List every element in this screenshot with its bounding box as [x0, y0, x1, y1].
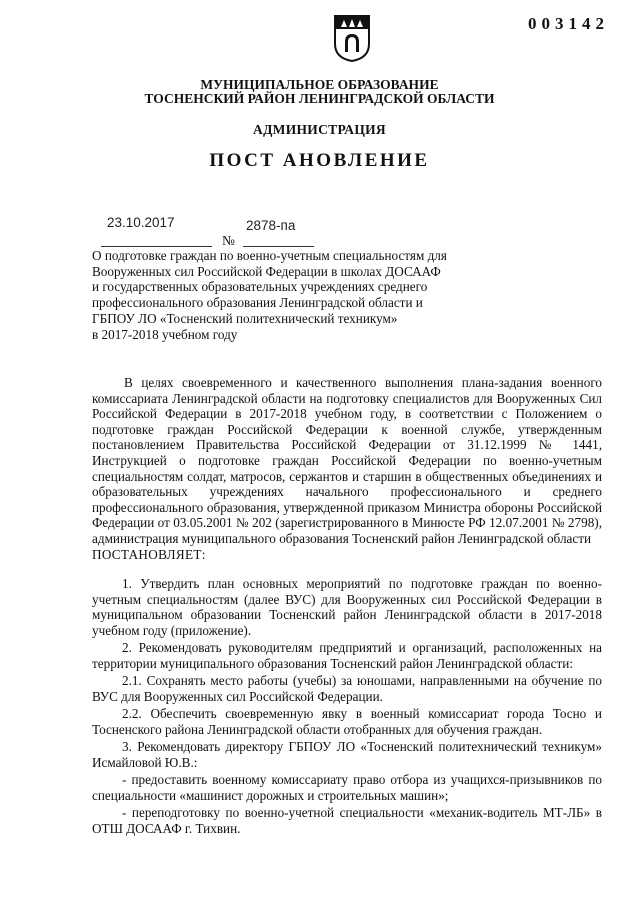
decree-subject [92, 248, 472, 342]
decree-item: - переподготовку по военно-учетной специальности «механик-водитель МТ-ЛБ» в ОТШ ДОСААФ г. Тихвин. [92, 805, 602, 836]
decree-title: ПОСТ АНОВЛЕНИЕ [209, 150, 430, 171]
decree-items [92, 576, 602, 838]
subject-line: ГБПОУ ЛО «Тосненский политехнический техникум» [92, 310, 398, 326]
org-name-line-2: ТОСНЕНСКИЙ РАЙОН ЛЕНИНГРАДСКОЙ ОБЛАСТИ [144, 91, 495, 106]
document-serial-number: 003142 [528, 14, 609, 33]
subject-line: О подготовке граждан по военно-учетным специальностям для [92, 248, 447, 263]
subject-line: профессионального образования Ленинградской области и [92, 295, 423, 311]
administration-title: АДМИНИСТРАЦИЯ [253, 122, 386, 137]
decree-item: 1. Утвердить план основных мероприятий по подготовке граждан по военно-учетным специальностям (далее ВУС) для Вооруженных сил Российской Федерации в муниципальном образовании Тосненский район Ленинградской области в 2017-2018 учебном году (приложение). [92, 576, 602, 638]
decree-item: 3. Рекомендовать директору ГБПОУ ЛО «Тосненский политехнический техникум» Исмайловой Ю.В.: [92, 739, 602, 770]
decree-item: 2.2. Обеспечить своевременную явку в военный комиссариат города Тосно и Тосненского района Ленинградской области отобранных для обучения граждан. [92, 706, 602, 737]
decree-item: 2. Рекомендовать руководителям предприятий и организаций, расположенных на территории муниципального образования Тосненский район Ленинградской области: [92, 640, 602, 671]
resolves-heading: ПОСТАНОВЛЯЕТ: [92, 547, 206, 562]
number-sign: № [222, 233, 235, 248]
preamble-paragraph: В целях своевременного и качественного выполнения плана-задания военного комиссариата Ленинградской области на подготовку специалистов для Вооруженных Сил Российской Федерации в 2017-2018 учебном году, в соответствии с Положением о подготовке граждан Российской Федерации к военной службе, утвержденным постановлением Правительства Российской Федерации от 31.12.1999 № 1441, Инструкцией о подготовке граждан Российской Федерации по военно-учетным специальностям солдат, матросов, сержантов и старшин в общественных объединениях и образовательных учреждениях начального профессионального и среднего профессионального образования, утвержденной приказом Министра обороны Российской Федерации от 03.05.2001 № 202 (зарегистрированного в Минюсте РФ 12.07.2001 № 2798), администрация муниципального образования Тосненский район Ленинградской области [92, 375, 602, 546]
decree-item: 2.1. Сохранять место работы (учебы) за юношами, направленными на обучение по ВУС для Вооруженных сил Российской Федерации. [92, 673, 602, 704]
date-underline [101, 246, 212, 247]
decree-date: 23.10.2017 [107, 215, 175, 230]
coat-of-arms-icon [333, 14, 371, 62]
subject-line: в 2017-2018 учебном году [92, 326, 238, 342]
number-underline [243, 246, 314, 247]
decree-number: 2878-па [246, 218, 296, 233]
subject-line: Вооруженных сил Российской Федерации в школах ДОСААФ [92, 263, 441, 279]
subject-line: и государственных образовательных учреждениях среднего [92, 279, 428, 295]
org-name-line-1: МУНИЦИПАЛЬНОЕ ОБРАЗОВАНИЕ [200, 77, 439, 92]
decree-item: - предоставить военному комиссариату право отбора из учащихся-призывников по специальности «машинист дорожных и строительных машин»; [92, 772, 602, 803]
